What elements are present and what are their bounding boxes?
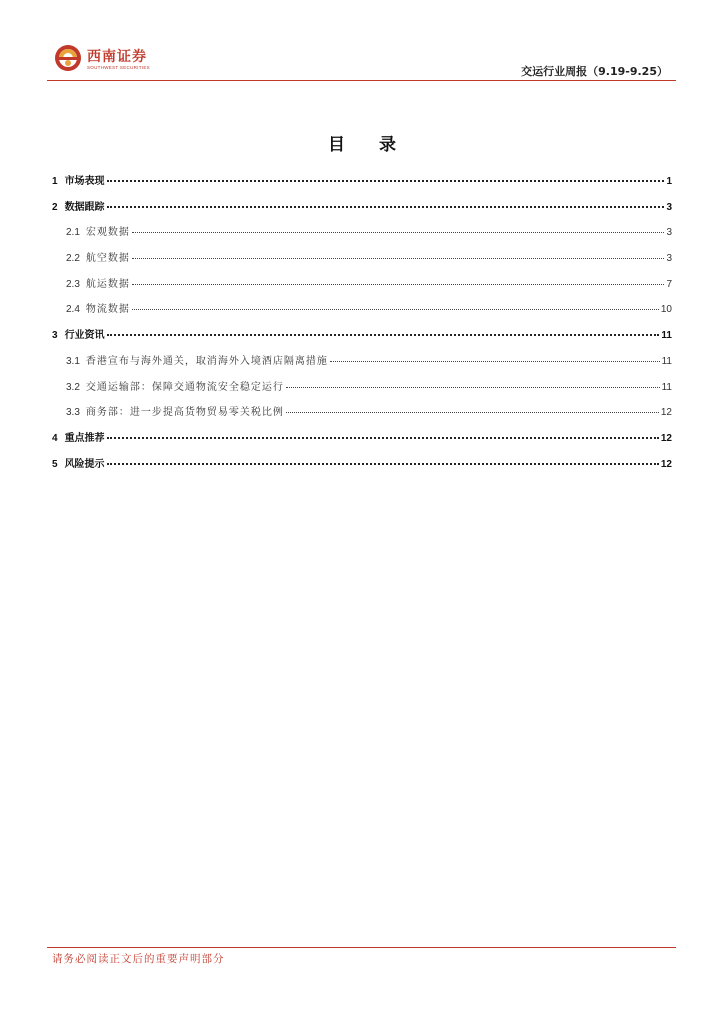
toc-entry-label[interactable]: 重点推荐 [64,432,105,444]
footer-divider [47,947,676,948]
toc-entry-number: 2.2 [66,253,80,265]
logo-chinese-name: 西南证券 [87,49,147,65]
toc-entry[interactable] [52,198,672,224]
toc-entry-page: 12 [660,407,672,419]
toc-entry[interactable] [52,300,672,326]
toc-entry-label[interactable]: 风险提示 [64,458,105,470]
toc-entry-number: 2 [52,201,58,213]
toc-entry-number: 4 [52,432,58,444]
toc-entry-label[interactable]: 商务部：进一步提高货物贸易零关税比例 [85,407,284,419]
toc-leader-dots [107,334,660,336]
toc-entry-number: 2.1 [66,227,80,239]
toc-entry-number: 1 [52,176,58,187]
toc-entry-page: 11 [661,381,672,393]
toc-leader-dots [132,284,664,285]
toc-leader-dots [132,232,664,233]
toc-entry-number: 3.1 [66,355,80,367]
toc-entry-label[interactable]: 行业资讯 [64,330,105,342]
toc-entry-page: 11 [661,330,672,342]
toc-entry[interactable] [52,378,672,404]
toc-entry-number: 3.3 [66,407,80,419]
header-divider [47,80,676,81]
toc-leader-dots [132,258,664,259]
table-of-contents [52,172,672,480]
toc-entry[interactable] [52,429,672,455]
toc-entry-page: 3 [666,253,672,265]
toc-entry-label[interactable]: 物流数据 [85,304,130,316]
toc-leader-dots [330,361,660,362]
toc-entry[interactable] [52,326,672,352]
toc-entry-page: 3 [666,227,672,239]
southwest-securities-logo-icon [54,44,82,72]
toc-entry-label[interactable]: 市场表现 [64,176,105,187]
toc-entry-number: 2.3 [66,278,80,290]
toc-entry[interactable] [52,172,672,198]
toc-entry-page: 12 [660,432,672,444]
toc-entry-label[interactable]: 航运数据 [85,278,130,290]
toc-entry-label[interactable]: 数据跟踪 [64,201,105,213]
toc-entry[interactable] [52,455,672,481]
toc-entry-page: 7 [666,278,672,290]
toc-entry-label[interactable]: 航空数据 [85,253,130,265]
toc-entry-page: 3 [666,201,672,213]
company-logo [54,44,164,74]
toc-entry-number: 3 [52,330,58,342]
toc-entry-number: 2.4 [66,304,80,316]
toc-entry-page: 11 [661,355,672,367]
report-title: 交运行业周报（9.19-9.25） [521,65,668,78]
toc-leader-dots [286,387,660,388]
toc-entry-label[interactable]: 交通运输部：保障交通物流安全稳定运行 [85,381,284,393]
footer-disclaimer: 请务必阅读正文后的重要声明部分 [52,953,225,965]
toc-entry[interactable] [52,249,672,275]
toc-entry[interactable] [52,275,672,301]
toc-entry-number: 3.2 [66,381,80,393]
toc-entry-label[interactable]: 香港宣布与海外通关，取消海外入境酒店隔离措施 [85,355,328,367]
toc-leader-dots [286,412,659,413]
toc-leader-dots [107,463,659,465]
toc-entry[interactable] [52,352,672,378]
toc-entry-page: 10 [660,304,672,316]
logo-english-name: SOUTHWEST SECURITIES [87,65,150,70]
toc-entry-label[interactable]: 宏观数据 [85,227,130,239]
toc-entry[interactable] [52,223,672,249]
toc-leader-dots [132,309,659,310]
toc-title: 目 录 [328,135,410,155]
toc-entry-number: 5 [52,458,58,470]
toc-leader-dots [107,206,664,208]
toc-entry[interactable] [52,403,672,429]
toc-entry-page: 1 [666,176,672,187]
page-header [0,0,724,82]
toc-leader-dots [107,180,664,182]
toc-leader-dots [107,437,659,439]
toc-entry-page: 12 [660,458,672,470]
